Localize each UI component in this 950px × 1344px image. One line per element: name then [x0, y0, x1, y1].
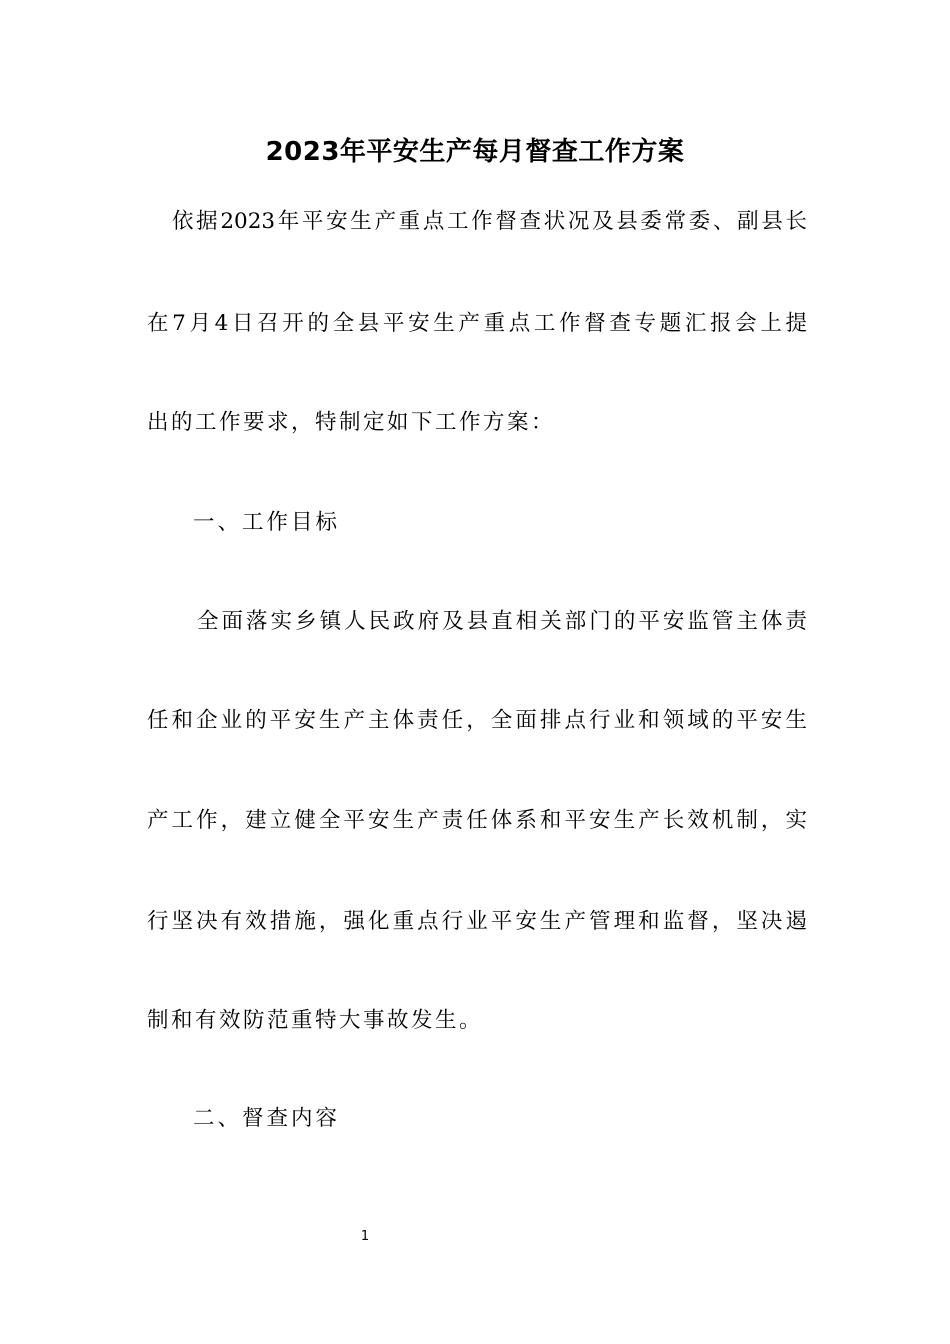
paragraph-line-8: 制和有效防范重特大事故发生。: [147, 1008, 484, 1033]
document-title: 2023年平安生产每月督查工作方案: [265, 137, 685, 167]
paragraph-line-6: 产工作，建立健全平安生产责任体系和平安生产长效机制，实: [147, 808, 807, 833]
paragraph-line-7: 行坚决有效措施，强化重点行业平安生产管理和监督，坚决遏: [147, 909, 807, 934]
paragraph-line-3: 出的工作要求，特制定如下工作方案：: [147, 410, 556, 435]
paragraph-line-4: 全面落实乡镇人民政府及县直相关部门的平安监管主体责: [197, 609, 807, 634]
page-number: 1: [360, 1229, 370, 1244]
paragraph-line-1: 依据2023年平安生产重点工作督查状况及县委常委、副县长: [172, 209, 807, 234]
paragraph-line-2: 在7月4日召开的全县平安生产重点工作督查专题汇报会上提: [147, 311, 807, 336]
section-heading-1: 一、工作目标: [193, 510, 341, 535]
section-heading-2: 二、督查内容: [193, 1106, 341, 1131]
paragraph-line-5: 任和企业的平安生产主体责任，全面排点行业和领域的平安生: [147, 708, 807, 733]
